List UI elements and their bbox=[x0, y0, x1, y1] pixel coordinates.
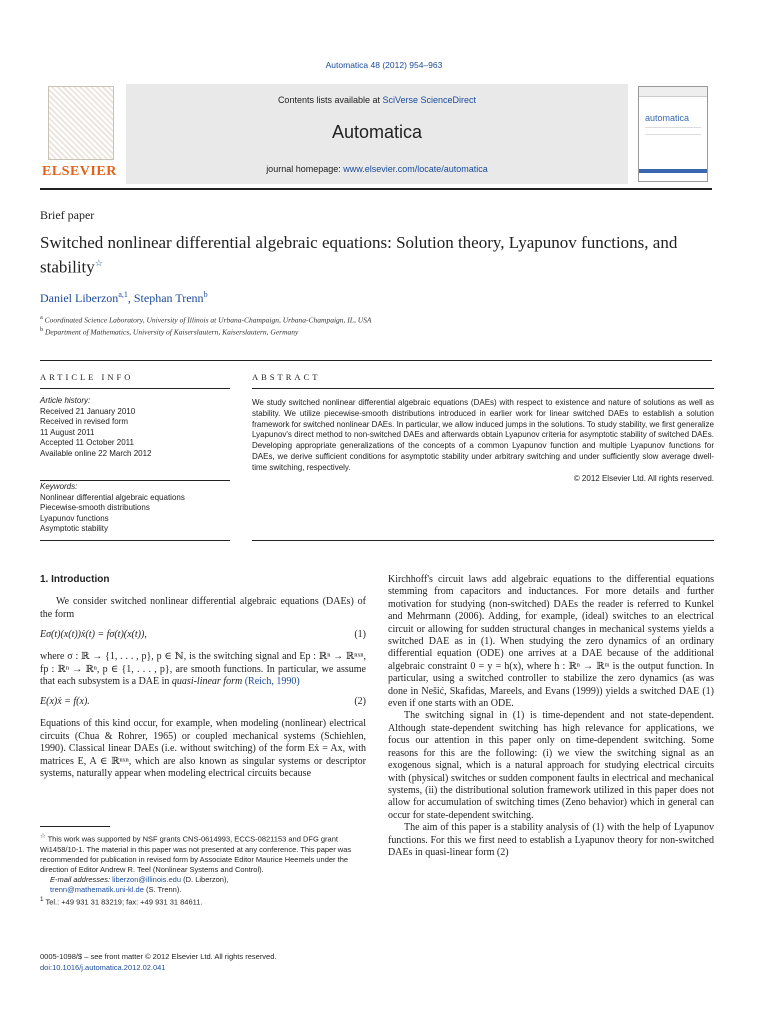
author-liberzon-affil[interactable]: a,1 bbox=[118, 290, 128, 299]
masthead-rule bbox=[40, 188, 712, 190]
journal-title: Automatica bbox=[331, 122, 423, 142]
keyword-item: Piecewise-smooth distributions bbox=[40, 503, 150, 512]
abstract-paragraph: We study switched nonlinear differential algebraic equations (DAEs) with respect to existence and nature of solutions as well as stability. We utilize piecewise-smooth distributions introduced in earlier work for linear switched DAEs to establish a solution framework for switched nonlinear DAEs. In particular, we allow induced jumps in the solutions. To study stability, we first generalize Lyapunov's direct method to non-switched DAEs and afterwards obtain Lyapunov criteria for asymptotic stability of switched DAEs. Developing appropriate generalizations of the concepts of a common Lyapunov function and multiple Lyapunov functions for DAEs, we derive sufficient conditions for asymptotic stability under arbitrary switching and under sufficiently slow average dwell-time switching, respectively. bbox=[252, 398, 714, 472]
doi-link[interactable]: doi:10.1016/j.automatica.2012.02.041 bbox=[40, 962, 166, 972]
homepage-line bbox=[126, 164, 628, 174]
keywords-rule bbox=[40, 480, 230, 481]
affiliation-b-mark: b bbox=[40, 326, 44, 333]
affiliation-a bbox=[40, 314, 371, 325]
intro-paragraph: The aim of this paper is a stability analysis of (1) with the help of Lyapunov functions. For this we first need to establish a Lyapunov theory for non-switched DAEs in quasi-linear form (2) bbox=[388, 822, 714, 858]
email-trenn-link[interactable]: trenn@mathematik.uni-kl.de bbox=[50, 884, 144, 894]
affiliation-b bbox=[40, 326, 298, 337]
email-liberzon-name: (D. Liberzon), bbox=[181, 874, 229, 884]
publisher-name: ELSEVIER bbox=[42, 164, 117, 179]
intro-paragraph: Kirchhoff's circuit laws add algebraic equations to the differential equations stemming from capacitors and inductances. For more details and further motivation for studying (non-switched) DAEs the reader is referred to Kunkel and Mehrmann (2006). Adding, for example, (ideal) switches to an electrical circuit or allowing for sudden structural changes in mechanical systems yields a switched DAE as in (1). When studying the zero dynamics of an ordinary differential equation (ODE) one arrives at a DAE because of the additional algebraic constraint 0 = y = h(x), where h : ℝⁿ → ℝᵐ is the output function. In particular, using a switched controller to stabilize the zero dynamics (as was done in Nešić, Skafidas, Mareels, and Evans (1999)) yields a switched DAE (1) even if one starts with an ODE. bbox=[388, 574, 714, 710]
equation-2-number: (2) bbox=[354, 696, 366, 708]
contents-prefix: Contents lists available at bbox=[277, 95, 383, 105]
homepage-link[interactable]: www.elsevier.com/locate/automatica bbox=[343, 164, 488, 174]
equation-1-body: Eσ(t)(x(t))ẋ(t) = fσ(t)(x(t)), bbox=[40, 629, 147, 641]
footnote-phone bbox=[40, 895, 366, 908]
abstract-body bbox=[252, 398, 714, 484]
history-item: Received in revised form bbox=[40, 417, 129, 426]
footnote-star-mark: ☆ bbox=[40, 833, 46, 840]
sciencedirect-link[interactable]: SciVerse ScienceDirect bbox=[382, 95, 477, 105]
intro-paragraph bbox=[40, 651, 366, 688]
author-separator: , bbox=[127, 291, 134, 305]
affiliation-b-text: Department of Mathematics, University of Kaiserslautern, Kaiserslautern, Germany bbox=[45, 327, 299, 337]
masthead-banner bbox=[126, 84, 628, 184]
journal-reference[interactable]: Automatica 48 (2012) 954–963 bbox=[325, 60, 443, 70]
article-type: Brief paper bbox=[40, 208, 95, 222]
email-trenn-name: (S. Trenn). bbox=[143, 884, 182, 894]
issn-line: 0005-1098/$ – see front matter © 2012 Elsevier Ltd. All rights reserved. bbox=[40, 952, 277, 961]
equation-1-number: (1) bbox=[354, 629, 366, 641]
keyword-item: Nonlinear differential algebraic equations bbox=[40, 492, 185, 502]
history-item: 11 August 2011 bbox=[40, 427, 95, 437]
abstract-rule-bottom bbox=[252, 540, 714, 541]
homepage-prefix: journal homepage: bbox=[266, 164, 344, 174]
info-rule-top bbox=[40, 360, 712, 361]
footnote-one-mark: 1 bbox=[40, 895, 44, 903]
intro-emphasis: quasi-linear form bbox=[171, 676, 243, 688]
affiliation-a-text: Coordinated Science Laboratory, University of Illinois at Urbana-Champaign, Urbana-Champaign, IL, USA bbox=[44, 315, 372, 325]
journal-cover-thumbnail[interactable] bbox=[638, 86, 708, 182]
cover-stripe bbox=[639, 169, 707, 173]
right-column bbox=[388, 574, 714, 859]
intro-paragraph: Equations of this kind occur, for example, when modeling (nonlinear) electrical circuits (Chua & Rohrer, 1965) or coupled mechanical systems (Schiehlen, 1990). Classical linear DAEs (i.e. without switching) of the form Eẋ = Ax, with matrices E, A ∈ ℝⁿˣⁿ, which are also known as singular systems or descriptor systems, naturally appear when modeling electrical circuits because bbox=[40, 718, 366, 780]
elsevier-tree-icon bbox=[48, 86, 114, 160]
author-list bbox=[40, 290, 208, 306]
footnote-funding bbox=[40, 832, 366, 875]
author-trenn-affil[interactable]: b bbox=[203, 290, 208, 299]
left-column bbox=[40, 574, 366, 780]
history-item: Available online 22 March 2012 bbox=[40, 448, 152, 458]
cover-title: automatica bbox=[645, 113, 690, 123]
introduction-heading: 1. Introduction bbox=[40, 574, 110, 585]
cover-header-bar bbox=[639, 87, 707, 97]
info-rule bbox=[40, 388, 230, 389]
keywords-label: Keywords: bbox=[40, 482, 78, 491]
keyword-item: Lyapunov functions bbox=[40, 513, 109, 523]
abstract-rule bbox=[252, 388, 714, 389]
front-matter bbox=[40, 952, 277, 973]
equation-2 bbox=[40, 696, 366, 712]
footnote-funding-text: This work was supported by NSF grants CNS-0614993, ECCS-0821153 and DFG grant Wi1458/10-1. The material in this paper was not presented at any conference. This paper was recommended for publication in revised form by Associate Editor Maurice Heemels under the direction of Editor Andrew R. Teel (Nonlinear Systems and Control). bbox=[40, 834, 352, 874]
author-liberzon[interactable]: Daniel Liberzon bbox=[40, 291, 119, 305]
footnote-phone-text: Tel.: +49 931 31 83219; fax: +49 931 31 84611. bbox=[45, 897, 203, 906]
intro-text: where σ : ℝ → {1, . . . , p}, p ∈ ℕ, is the switching signal and Ep : ℝⁿ → ℝⁿˣⁿ, fp : ℝⁿ → ℝⁿ, p ∈ {1, . . . , p}, are smooth functions. In particular, we assume that each subsystem is a DAE in bbox=[40, 651, 366, 688]
citation-reich[interactable]: (Reich, 1990) bbox=[242, 676, 300, 688]
keyword-item: Asymptotic stability bbox=[40, 524, 109, 533]
history-item: Accepted 11 October 2011 bbox=[40, 438, 134, 447]
footnote-emails bbox=[40, 875, 366, 895]
abstract-heading: ABSTRACT bbox=[252, 372, 321, 382]
footnote-rule bbox=[40, 826, 110, 827]
author-trenn[interactable]: Stephan Trenn bbox=[133, 291, 204, 305]
history-label: Article history: bbox=[40, 396, 91, 405]
elsevier-logo bbox=[40, 84, 120, 182]
history-item: Received 21 January 2010 bbox=[40, 406, 136, 416]
equation-1 bbox=[40, 629, 366, 645]
equation-2-body: E(x)ẋ = f(x). bbox=[40, 696, 90, 708]
abstract-copyright: © 2012 Elsevier Ltd. All rights reserved. bbox=[573, 473, 714, 483]
footnotes bbox=[40, 832, 366, 907]
email-liberzon-link[interactable]: liberzon@illinois.edu bbox=[112, 874, 182, 884]
keywords bbox=[40, 482, 230, 535]
article-title bbox=[40, 232, 720, 278]
cover-subtitle-lines bbox=[645, 127, 701, 135]
article-history bbox=[40, 396, 230, 459]
article-title-text: Switched nonlinear differential algebraic equations: Solution theory, Lyapunov functions, and stability bbox=[40, 233, 678, 277]
intro-paragraph: We consider switched nonlinear differential algebraic equations (DAEs) of the form bbox=[40, 596, 366, 620]
info-rule-bottom bbox=[40, 540, 230, 541]
contents-line bbox=[126, 95, 628, 105]
title-footnote-mark[interactable]: ☆ bbox=[94, 258, 103, 268]
journal-masthead bbox=[40, 84, 712, 186]
article-info-heading: ARTICLE INFO bbox=[40, 372, 134, 382]
email-label: E-mail addresses: bbox=[50, 874, 111, 884]
affiliation-a-mark: a bbox=[40, 314, 43, 321]
intro-paragraph: The switching signal in (1) is time-dependent and not state-dependent. Although state-dependent switching has high relevance for applications, we focus our attention in this paper only on time-dependent switching. Some reasons for this are the following: (i) we view the switching signal as an exogenous signal, which is a natural approach for studying electrical circuits with (physical) switches or sudden component faults in electrical and mechanical systems, (ii) the distributional solution framework utilized in this paper does not allow for accumulation of switching times (Zeno behavior) which in general can occur for state-dependent switching. bbox=[388, 710, 714, 821]
